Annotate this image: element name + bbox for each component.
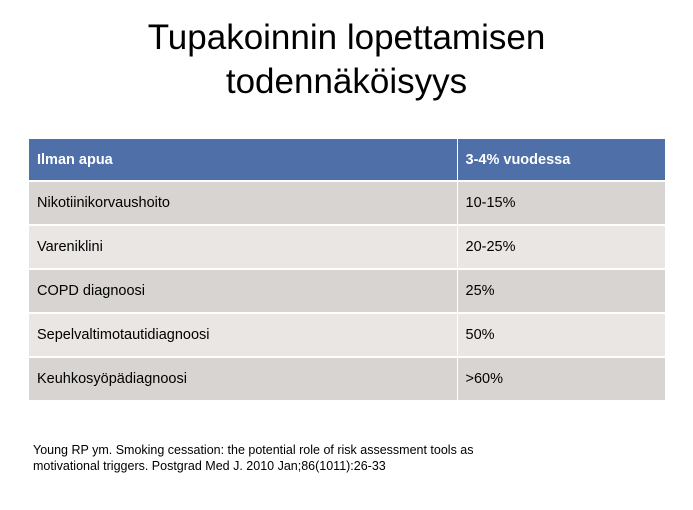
table-row (29, 225, 665, 269)
reference-line-1: Young RP ym. Smoking cessation: the potential role of risk assessment tools as (33, 443, 474, 457)
table-row (29, 357, 665, 401)
slide-title-line-1: Tupakoinnin lopettamisen (147, 18, 546, 57)
row-label-cell: Nikotiinikorvaushoito (29, 181, 457, 225)
row-value-cell: >60% (457, 357, 665, 401)
table-row (29, 313, 665, 357)
row-value-cell: 50% (457, 313, 665, 357)
slide-title-line-2: todennäköisyys (225, 62, 468, 101)
slide-title (0, 16, 693, 104)
row-label-cell: Vareniklini (29, 225, 457, 269)
row-value-cell: 20-25% (457, 225, 665, 269)
reference-citation (33, 442, 653, 474)
reference-line-2: motivational triggers. Postgrad Med J. 2010 Jan;86(1011):26-33 (33, 459, 386, 473)
quit-probability-table (29, 139, 665, 402)
row-label-cell: Keuhkosyöpädiagnoosi (29, 357, 457, 401)
row-value-cell: 25% (457, 269, 665, 313)
table-header-row (29, 139, 665, 181)
row-label-cell: Sepelvaltimotautidiagnoosi (29, 313, 457, 357)
table-row (29, 269, 665, 313)
row-value-cell: 10-15% (457, 181, 665, 225)
header-cell-probability: 3-4% vuodessa (457, 139, 665, 181)
table-row (29, 181, 665, 225)
header-cell-method: Ilman apua (29, 139, 457, 181)
row-label-cell: COPD diagnoosi (29, 269, 457, 313)
